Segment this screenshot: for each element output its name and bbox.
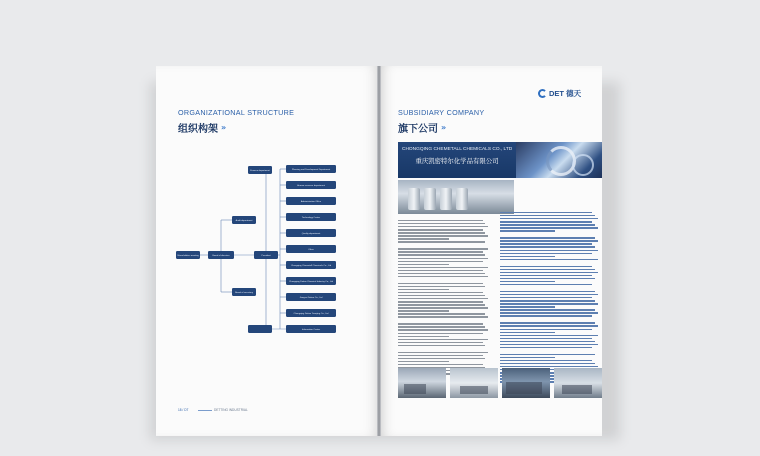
org-chart — [156, 66, 379, 436]
facility-photo — [398, 368, 446, 398]
text-line — [398, 286, 485, 287]
facility-photo — [554, 368, 602, 398]
org-title-en: ORGANIZATIONAL STRUCTURE — [178, 108, 295, 117]
text-line — [500, 215, 595, 216]
plant-photo — [398, 180, 514, 214]
text-line — [500, 332, 555, 333]
company-logo — [538, 88, 581, 99]
text-line — [500, 341, 595, 342]
text-line — [500, 297, 592, 298]
text-line — [500, 306, 555, 307]
text-line — [398, 339, 488, 340]
org-node — [286, 165, 336, 173]
text-line — [398, 270, 483, 271]
text-line — [500, 275, 592, 276]
text-line — [500, 256, 555, 257]
plant-photo-tank — [456, 188, 468, 210]
text-line — [398, 241, 485, 242]
org-node-box — [248, 325, 272, 333]
facility-photo — [502, 368, 550, 398]
text-line — [398, 323, 483, 324]
text-line — [500, 246, 595, 247]
footer-label: DETTING INDUSTRIAL — [214, 408, 248, 412]
text-line — [500, 250, 598, 251]
text-line — [500, 240, 598, 241]
org-node-label: Planning and Development Department — [291, 169, 331, 171]
text-line — [398, 326, 485, 327]
org-node — [286, 197, 336, 205]
org-title-zh-text: 组织构架 — [178, 124, 218, 135]
text-line — [398, 361, 449, 362]
text-line — [500, 309, 595, 310]
banner-photo — [516, 142, 602, 178]
text-line — [398, 258, 488, 259]
text-line — [500, 338, 592, 339]
text-line — [500, 284, 592, 285]
text-line — [398, 226, 488, 227]
org-node-label: Information Center — [301, 329, 321, 331]
text-line — [500, 272, 598, 273]
facility-photo — [450, 368, 498, 398]
org-node-label: Jiangsu Detian Co., Ltd — [299, 297, 323, 299]
text-line — [398, 289, 449, 290]
text-line — [500, 329, 592, 330]
text-line — [500, 212, 592, 213]
text-line — [398, 358, 485, 359]
text-line — [500, 278, 595, 279]
org-node — [286, 293, 336, 301]
banner-company-name-en: CHONGQING CHEMETALL CHEMICALS CO., LTD — [402, 147, 513, 152]
text-line — [398, 345, 485, 346]
org-node-label: Shareholders meeting — [177, 255, 199, 257]
org-node — [254, 251, 278, 259]
org-node — [232, 288, 256, 296]
text-line — [398, 301, 483, 302]
logo-text: DET 德天 — [549, 89, 582, 98]
org-node-label: Administration Office — [300, 201, 322, 203]
text-line — [398, 364, 483, 365]
text-line — [398, 355, 483, 356]
org-node — [176, 251, 200, 259]
text-line — [500, 312, 598, 313]
org-node-label: Chongqing Detian Yuanjing Co., Ltd — [293, 313, 329, 315]
org-node-label: Board of secretary — [235, 292, 253, 294]
banner-company-name-zh: 重庆凯密特尔化学品有限公司 — [415, 157, 499, 165]
org-node — [286, 181, 336, 189]
footer-divider — [198, 410, 212, 411]
text-line — [500, 291, 595, 292]
org-node — [286, 261, 336, 269]
org-node-label: Chongqing Detian Chemical Industry Co., Ltd — [289, 281, 333, 283]
text-line — [500, 303, 598, 304]
text-line — [500, 354, 595, 355]
text-line — [500, 266, 592, 267]
org-node — [232, 216, 256, 224]
org-node-label: Other — [308, 249, 314, 251]
text-line — [500, 357, 555, 358]
text-line — [398, 336, 449, 337]
org-node — [208, 251, 234, 259]
text-line — [500, 224, 595, 225]
text-line — [500, 335, 598, 336]
org-node-label: Quality department — [301, 233, 321, 235]
text-line — [500, 281, 555, 282]
org-node-label: Audit department — [235, 220, 253, 222]
text-line — [398, 220, 483, 221]
text-line — [398, 276, 488, 277]
text-line — [500, 360, 592, 361]
text-line — [398, 235, 488, 236]
text-line — [500, 294, 598, 295]
text-line — [398, 304, 485, 305]
text-line — [500, 300, 595, 301]
text-line — [500, 363, 595, 364]
org-node — [248, 166, 272, 174]
text-line — [398, 307, 488, 308]
text-line — [500, 322, 595, 323]
banner-photo-ring — [572, 154, 594, 176]
text-line — [398, 273, 485, 274]
plant-photo-tank — [424, 188, 436, 210]
subsidiary-title-en: SUBSIDIARY COMPANY — [398, 108, 485, 117]
text-line — [398, 352, 488, 353]
chevron-right-icon: » — [221, 123, 225, 132]
org-node-label: Technology Center — [301, 217, 321, 219]
org-node — [286, 229, 336, 237]
text-line — [398, 229, 483, 230]
org-node — [286, 213, 336, 221]
text-line — [398, 310, 449, 311]
text-line — [398, 223, 485, 224]
text-line — [398, 261, 483, 262]
org-node-label: Human resource department — [297, 185, 325, 187]
text-line — [398, 295, 485, 296]
plant-photo-tank — [408, 188, 420, 210]
text-line — [398, 316, 488, 317]
plant-photo-tank — [440, 188, 452, 210]
org-node — [286, 309, 336, 317]
text-line — [500, 230, 555, 231]
chevron-right-icon: » — [441, 123, 445, 132]
text-line — [398, 251, 483, 252]
text-line — [398, 342, 483, 343]
text-line — [500, 347, 592, 348]
footer-page-number: 18 / DT — [178, 408, 189, 412]
text-line — [398, 292, 483, 293]
text-line — [398, 267, 488, 268]
org-node — [286, 325, 336, 333]
text-line — [500, 227, 598, 228]
org-node-label: Chongqing Chemetall Chemicals Co., Ltd — [290, 265, 332, 267]
text-line — [500, 237, 595, 238]
org-node-label: Finance department — [250, 170, 270, 172]
text-line — [500, 243, 592, 244]
text-line — [398, 333, 483, 334]
text-line — [500, 221, 592, 222]
org-node-label: Board of directors — [212, 255, 230, 257]
text-line — [398, 283, 483, 284]
subsidiary-title-zh-text: 旗下公司 — [398, 124, 438, 135]
text-line — [500, 325, 598, 326]
org-node-label: President — [261, 255, 271, 257]
text-line — [398, 264, 449, 265]
text-line — [500, 269, 595, 270]
text-line — [500, 218, 598, 219]
text-line — [398, 298, 488, 299]
org-node — [286, 277, 336, 285]
text-line — [398, 232, 485, 233]
text-line — [500, 315, 592, 316]
subsidiary-title-zh — [398, 120, 444, 135]
text-line — [398, 254, 485, 255]
text-line — [398, 238, 449, 239]
text-line — [398, 248, 488, 249]
text-line — [500, 344, 598, 345]
text-line — [398, 329, 488, 330]
org-node — [286, 245, 336, 253]
logo-mark-icon — [538, 89, 547, 98]
text-line — [398, 313, 485, 314]
text-line — [500, 253, 592, 254]
text-line — [500, 259, 598, 260]
